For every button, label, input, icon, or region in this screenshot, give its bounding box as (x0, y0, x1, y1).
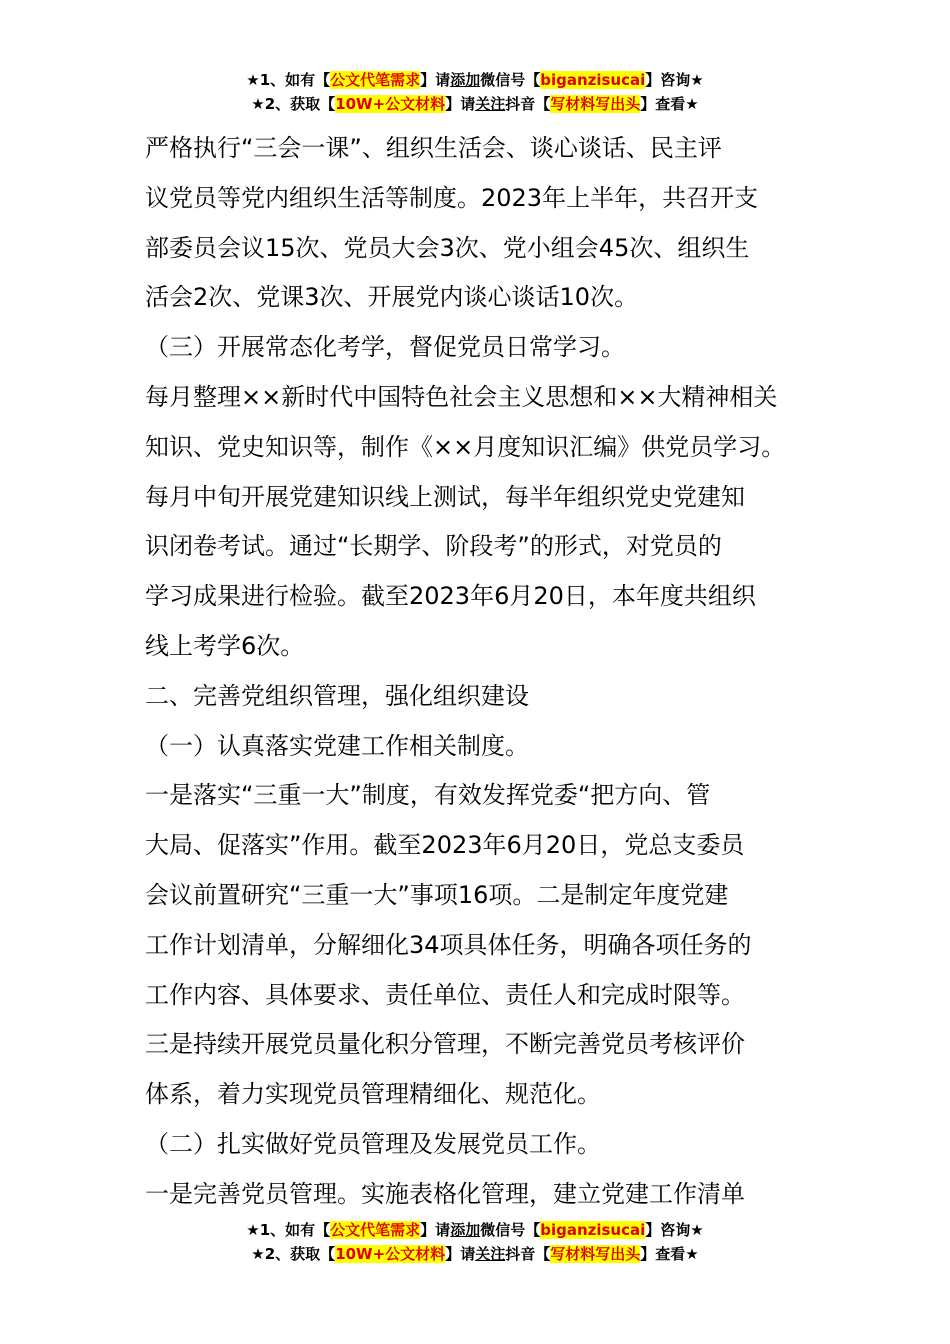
text-line: 活会2次、党课3次、开展党内谈心谈话10次。 (145, 283, 639, 312)
banner-text: 抖音【 (505, 1245, 551, 1263)
banner-text: ★1、如有【 (246, 71, 331, 89)
text-line: 线上考学6次。 (145, 631, 305, 660)
banner-text: 】请 (445, 95, 476, 113)
document-body (145, 124, 835, 1220)
banner-text: 】咨询★ (645, 1221, 704, 1239)
banner-text: 抖音【 (505, 95, 551, 113)
text-line: 部委员会议15次、党员大会3次、党小组会45次、组织生 (145, 233, 750, 262)
header-banner (0, 68, 950, 116)
text-line: 会议前置研究“三重一大”事项16项。二是制定年度党建 (145, 880, 729, 909)
text-line: 一是完善党员管理。实施表格化管理，建立党建工作清单 (145, 1179, 745, 1208)
text-line: 议党员等党内组织生活等制度。2023年上半年，共召开支 (145, 183, 759, 212)
banner-underline: 关注 (475, 1245, 506, 1263)
text-line: 每月中旬开展党建知识线上测试，每半年组织党史党建知 (145, 482, 745, 511)
text-line: 每月整理××新时代中国特色社会主义思想和××大精神相关 (145, 382, 778, 411)
banner-underline: 添加 (450, 71, 481, 89)
banner-text: 】请 (420, 1221, 451, 1239)
banner-highlight: biganzisucai (540, 1221, 646, 1239)
banner-text: 】查看★ (640, 95, 699, 113)
banner-text: 微信号【 (480, 1221, 541, 1239)
section-heading: （三）开展常态化考学，督促党员日常学习。 (145, 333, 625, 362)
banner-highlight: 10W+公文材料 (335, 1245, 446, 1263)
text-line: 三是持续开展党员量化积分管理，不断完善党员考核评价 (145, 1030, 745, 1059)
banner-highlight: 10W+公文材料 (335, 95, 446, 113)
text-line: 严格执行“三会一课”、组织生活会、谈心谈话、民主评 (145, 134, 722, 162)
section-heading: （二）扎实做好党员管理及发展党员工作。 (145, 1129, 601, 1158)
banner-line-1 (0, 68, 950, 92)
banner-highlight: 公文代笔需求 (330, 1221, 421, 1239)
banner-highlight: 公文代笔需求 (330, 71, 421, 89)
banner-text: 】查看★ (640, 1245, 699, 1263)
banner-text: 】咨询★ (645, 71, 704, 89)
banner-line-2 (0, 92, 950, 116)
banner-underline: 添加 (450, 1221, 481, 1239)
section-heading: 二、完善党组织管理，强化组织建设 (145, 681, 529, 710)
text-line: 识闭卷考试。通过“长期学、阶段考”的形式，对党员的 (145, 532, 722, 561)
banner-line-2 (0, 1242, 950, 1266)
banner-line-1 (0, 1218, 950, 1242)
banner-text: 】请 (445, 1245, 476, 1263)
footer-banner (0, 1218, 950, 1266)
text-line: 大局、促落实”作用。截至2023年6月20日，党总支委员 (145, 831, 745, 860)
banner-text: ★2、获取【 (251, 95, 336, 113)
text-line: 体系，着力实现党员管理精细化、规范化。 (145, 1080, 601, 1109)
banner-underline: 关注 (475, 95, 506, 113)
text-line: 一是落实“三重一大”制度，有效发挥党委“把方向、管 (145, 781, 711, 810)
banner-text: ★2、获取【 (251, 1245, 336, 1263)
banner-text: ★1、如有【 (246, 1221, 331, 1239)
text-line: 知识、党史知识等，制作《××月度知识汇编》供党员学习。 (145, 432, 786, 461)
banner-highlight: 写材料写出头 (550, 1245, 641, 1263)
banner-text: 微信号【 (480, 71, 541, 89)
banner-text: 】请 (420, 71, 451, 89)
text-line: 学习成果进行检验。截至2023年6月20日，本年度共组织 (145, 582, 756, 611)
text-line: 工作计划清单，分解细化34项具体任务，明确各项任务的 (145, 930, 752, 959)
text-line: 工作内容、具体要求、责任单位、责任人和完成时限等。 (145, 980, 745, 1009)
section-heading: （一）认真落实党建工作相关制度。 (145, 731, 529, 760)
banner-highlight: 写材料写出头 (550, 95, 641, 113)
banner-highlight: biganzisucai (540, 71, 646, 89)
